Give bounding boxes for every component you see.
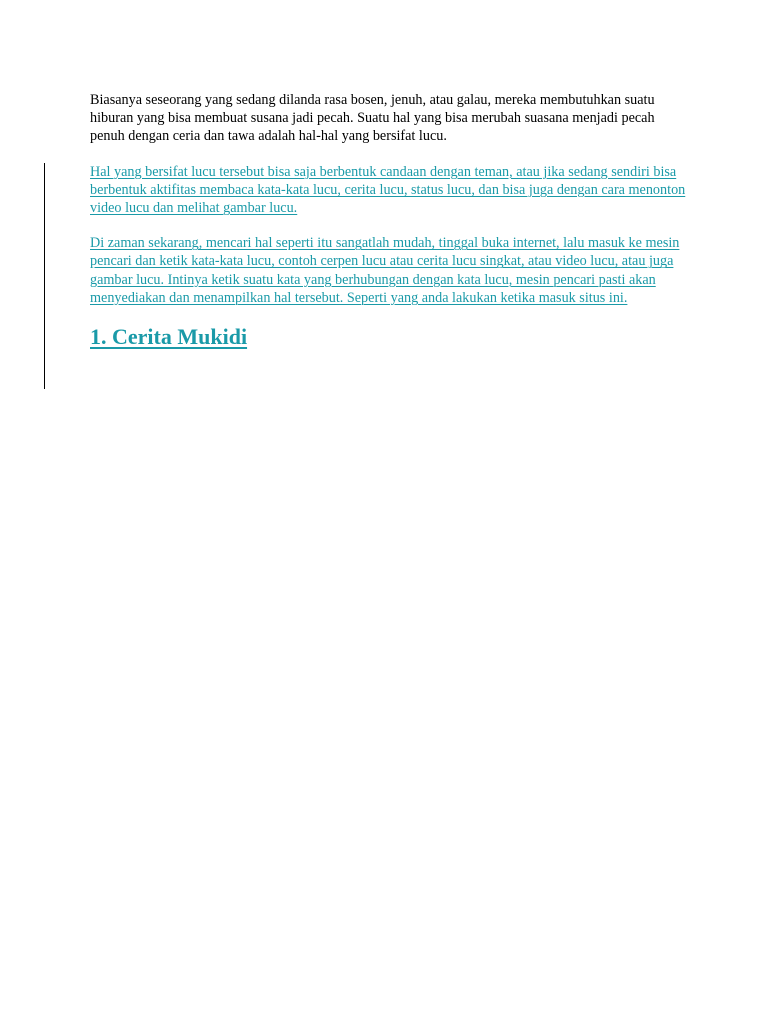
linked-paragraph-2[interactable]: Di zaman sekarang, mencari hal seperti itu sangatlah mudah, tinggal buka internet, lalu masuk ke mesin pencari dan ketik kata-kata lucu, contoh cerpen lucu atau cerita lucu singkat, atau video lucu, atau juga gambar lucu. Intinya ketik suatu kata yang berhubungan dengan kata lucu, mesin pencari pasti akan menyediakan dan menampilkan hal tersebut. Seperti yang anda lakukan ketika masuk situs ini.: [90, 235, 680, 306]
linked-paragraph-1[interactable]: Hal yang bersifat lucu tersebut bisa saja berbentuk candaan dengan teman, atau jika sedang sendiri bisa berbentuk aktifitas membaca kata-kata lucu, cerita lucu, status lucu, dan bisa juga dengan cara menonton video lucu dan melihat gambar lucu.: [90, 163, 686, 217]
document-body: [90, 91, 690, 350]
intro-paragraph: Biasanya seseorang yang sedang dilanda rasa bosen, jenuh, atau galau, mereka membutuhkan suatu hiburan yang bisa membuat susana jadi pecah. Suatu hal yang bisa merubah suasana menjadi pecah penuh dengan ceria dan tawa adalah hal-hal yang bersifat lucu.: [90, 92, 655, 145]
section-heading-link[interactable]: 1. Cerita Mukidi: [90, 324, 248, 350]
change-bar: [44, 163, 45, 389]
